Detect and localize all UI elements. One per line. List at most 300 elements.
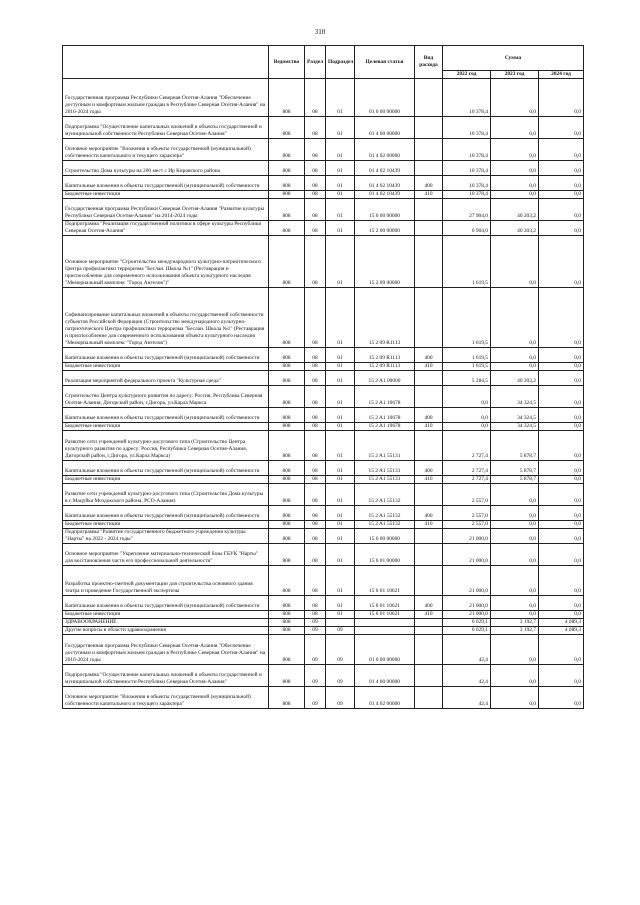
row-sum-2024: 0,0 (539, 476, 584, 484)
row-celevaya-statya: 15 2 A1 00000 (355, 371, 415, 386)
row-podrazdel: 01 (326, 521, 355, 529)
row-razdel: 08 (305, 348, 326, 363)
header-summa: Сумма (443, 46, 584, 71)
table-body (63, 79, 584, 709)
row-sum-2024: 0,0 (539, 461, 584, 476)
row-name: Бюджетные инвестиции (63, 521, 269, 529)
row-vid-raskhoda: 400 (415, 176, 443, 191)
row-sum-2024: 0,0 (539, 566, 584, 596)
row-vedomstvo: 808 (269, 161, 305, 176)
row-sum-2022: 2 557,0 (443, 506, 491, 521)
row-razdel: 08 (305, 408, 326, 423)
row-vid-raskhoda: 410 (415, 191, 443, 199)
header-razdel: Раздел (305, 46, 326, 79)
row-vedomstvo: 808 (269, 423, 305, 431)
row-vid-raskhoda (415, 371, 443, 386)
row-podrazdel: 09 (326, 687, 355, 709)
header-year-2024: 2024 год (539, 71, 584, 79)
row-podrazdel: 01 (326, 529, 355, 544)
row-sum-2022: 0,0 (443, 386, 491, 408)
row-razdel: 08 (305, 611, 326, 619)
row-sum-2023: 0,0 (491, 529, 539, 544)
table-row (63, 635, 584, 665)
row-sum-2022: 0,0 (443, 423, 491, 431)
row-sum-2022: 10 378,4 (443, 191, 491, 199)
row-celevaya-statya: 15 2 A1 55131 (355, 431, 415, 461)
row-celevaya-statya: 15 2 A1 55131 (355, 461, 415, 476)
row-razdel: 08 (305, 476, 326, 484)
row-razdel: 08 (305, 161, 326, 176)
row-podrazdel: 01 (326, 566, 355, 596)
row-razdel: 08 (305, 521, 326, 529)
row-sum-2023: 40 203,2 (491, 199, 539, 221)
row-sum-2023: 0,0 (491, 348, 539, 363)
row-celevaya-statya: 15 2 09 00000 (355, 236, 415, 288)
row-sum-2023: 0,0 (491, 611, 539, 619)
row-podrazdel (326, 619, 355, 627)
row-sum-2023: 0,0 (491, 139, 539, 161)
row-vid-raskhoda (415, 139, 443, 161)
row-razdel: 09 (305, 687, 326, 709)
row-vid-raskhoda (415, 566, 443, 596)
row-razdel: 08 (305, 544, 326, 566)
row-vid-raskhoda (415, 635, 443, 665)
row-vedomstvo: 808 (269, 236, 305, 288)
table-row (63, 431, 584, 461)
row-sum-2023: 0,0 (491, 288, 539, 348)
row-sum-2022: 21 000,0 (443, 529, 491, 544)
row-vid-raskhoda (415, 627, 443, 635)
row-vedomstvo: 808 (269, 363, 305, 371)
row-razdel: 09 (305, 619, 326, 627)
row-sum-2023: 5 878,7 (491, 461, 539, 476)
row-razdel: 08 (305, 386, 326, 408)
row-sum-2024: 0,0 (539, 236, 584, 288)
row-name: Подпрограмма "Реализация государственной политики в сфере культуры Республики Северная Осетия-Алания" (63, 221, 269, 236)
row-sum-2024: 0,0 (539, 117, 584, 139)
row-sum-2024: 0,0 (539, 431, 584, 461)
row-vedomstvo: 808 (269, 348, 305, 363)
budget-table (62, 45, 584, 709)
row-sum-2022: 10 378,4 (443, 79, 491, 117)
row-name: Капитальные вложения в объекты государственной (муниципальной) собственности (63, 176, 269, 191)
row-name: Подпрограмма "Осуществление капитальных вложений в объекты государственной и муниципальной собственности Республики Северная Осетия-Алания" (63, 117, 269, 139)
row-sum-2022: 1 619,5 (443, 363, 491, 371)
table-row (63, 288, 584, 348)
row-razdel: 08 (305, 236, 326, 288)
row-sum-2023: 0,0 (491, 566, 539, 596)
row-name: Капитальные вложения в объекты государственной (муниципальной) собственности (63, 506, 269, 521)
table-row (63, 199, 584, 221)
row-sum-2023: 0,0 (491, 484, 539, 506)
row-sum-2023: 40 203,2 (491, 221, 539, 236)
row-celevaya-statya: 15 0 00 00000 (355, 199, 415, 221)
row-podrazdel: 01 (326, 79, 355, 117)
row-sum-2024: 0,0 (539, 79, 584, 117)
row-podrazdel: 01 (326, 461, 355, 476)
row-vid-raskhoda: 400 (415, 348, 443, 363)
row-sum-2022: 2 727,4 (443, 461, 491, 476)
row-sum-2022: 42,4 (443, 635, 491, 665)
row-razdel: 08 (305, 117, 326, 139)
row-name: Бюджетные инвестиции (63, 363, 269, 371)
row-vid-raskhoda: 400 (415, 506, 443, 521)
row-podrazdel: 01 (326, 348, 355, 363)
row-razdel: 08 (305, 176, 326, 191)
row-vid-raskhoda: 410 (415, 476, 443, 484)
row-name: Строительство Центра культурного развития по адресу: Россия, Республика Северная Осетия-Алания, Дигорский район, г.Дигора, ул.Карла Маркса (63, 386, 269, 408)
row-celevaya-statya: 01 4 00 00000 (355, 117, 415, 139)
header-celevaya-statya: Целевая статья (355, 46, 415, 79)
table-row (63, 506, 584, 521)
table-row (63, 79, 584, 117)
row-sum-2022: 42,4 (443, 687, 491, 709)
row-celevaya-statya: 15 6 01 10621 (355, 611, 415, 619)
row-razdel: 08 (305, 431, 326, 461)
table-row (63, 544, 584, 566)
row-vid-raskhoda: 400 (415, 461, 443, 476)
row-vid-raskhoda (415, 236, 443, 288)
row-razdel: 08 (305, 484, 326, 506)
row-sum-2023: 3 192,7 (491, 619, 539, 627)
row-celevaya-statya: 15 2 09 R1113 (355, 363, 415, 371)
row-celevaya-statya: 15 2 A1 10678 (355, 386, 415, 408)
row-razdel: 08 (305, 139, 326, 161)
row-vedomstvo: 808 (269, 79, 305, 117)
table-row (63, 408, 584, 423)
table-row (63, 176, 584, 191)
row-vedomstvo: 808 (269, 371, 305, 386)
row-podrazdel: 01 (326, 176, 355, 191)
row-podrazdel: 09 (326, 635, 355, 665)
row-vid-raskhoda (415, 199, 443, 221)
row-sum-2024: 0,0 (539, 191, 584, 199)
row-razdel: 08 (305, 596, 326, 611)
row-vedomstvo: 808 (269, 176, 305, 191)
row-podrazdel: 01 (326, 371, 355, 386)
row-sum-2023: 0,0 (491, 544, 539, 566)
row-name: Основное мероприятие "Укрепление материально-технической базы ГБУК "Нарты" для восстановления части его профессиональной деятельности" (63, 544, 269, 566)
row-celevaya-statya: 01 4 02 00000 (355, 139, 415, 161)
row-sum-2022: 1 619,5 (443, 288, 491, 348)
row-name: Бюджетные инвестиции (63, 611, 269, 619)
row-sum-2023: 0,0 (491, 117, 539, 139)
row-name: Реализация мероприятий федерального проекта "Культурная среда" (63, 371, 269, 386)
row-vedomstvo: 808 (269, 484, 305, 506)
row-sum-2022: 21 000,0 (443, 566, 491, 596)
row-vedomstvo: 808 (269, 611, 305, 619)
table-row (63, 476, 584, 484)
row-sum-2022: 2 557,0 (443, 521, 491, 529)
row-sum-2022: 10 378,4 (443, 161, 491, 176)
row-vedomstvo: 808 (269, 117, 305, 139)
row-name: Бюджетные инвестиции (63, 191, 269, 199)
row-celevaya-statya: 01 4 02 00000 (355, 687, 415, 709)
row-vedomstvo: 808 (269, 408, 305, 423)
table-row (63, 566, 584, 596)
row-celevaya-statya: 01 4 02 10439 (355, 176, 415, 191)
row-sum-2024: 0,0 (539, 199, 584, 221)
row-podrazdel: 01 (326, 596, 355, 611)
row-sum-2022: 1 619,5 (443, 236, 491, 288)
row-celevaya-statya: 15 6 01 00000 (355, 544, 415, 566)
table-row (63, 139, 584, 161)
header-year-2023: 2023 год (491, 71, 539, 79)
header-vedomstvo: Ведомство (269, 46, 305, 79)
row-vid-raskhoda (415, 288, 443, 348)
row-vid-raskhoda (415, 544, 443, 566)
row-vid-raskhoda (415, 161, 443, 176)
row-celevaya-statya (355, 627, 415, 635)
row-sum-2024: 0,0 (539, 371, 584, 386)
row-celevaya-statya: 15 2 00 00000 (355, 221, 415, 236)
row-podrazdel: 01 (326, 117, 355, 139)
row-razdel: 08 (305, 221, 326, 236)
row-podrazdel: 01 (326, 199, 355, 221)
row-podrazdel: 01 (326, 544, 355, 566)
row-sum-2022: 21 000,0 (443, 544, 491, 566)
header-podrazdel: Подраздел (326, 46, 355, 79)
page-number: 310 (314, 28, 326, 36)
row-razdel: 08 (305, 506, 326, 521)
table-row (63, 348, 584, 363)
row-razdel: 08 (305, 199, 326, 221)
row-sum-2024: 0,0 (539, 544, 584, 566)
row-name: Бюджетные инвестиции (63, 476, 269, 484)
row-sum-2023: 0,0 (491, 635, 539, 665)
row-podrazdel: 01 (326, 408, 355, 423)
table-row (63, 191, 584, 199)
row-razdel: 08 (305, 566, 326, 596)
table-row (63, 236, 584, 288)
row-sum-2024: 0,0 (539, 521, 584, 529)
row-vedomstvo: 808 (269, 139, 305, 161)
row-name: Подпрограмма "Осуществление капитальных вложений в объекты государственной и муниципальной собственности Республики Северная Осетия-Алания" (63, 665, 269, 687)
row-razdel: 08 (305, 363, 326, 371)
row-sum-2024: 0,0 (539, 506, 584, 521)
row-podrazdel: 09 (326, 665, 355, 687)
row-name: Государственная программа Республики Северная Осетия-Алания "Обеспечение доступным и комфортным жильем граждан в Республике Северная Осетия-Алания" на 2016-2024 годы (63, 635, 269, 665)
row-vid-raskhoda (415, 484, 443, 506)
row-celevaya-statya: 01 0 00 00000 (355, 635, 415, 665)
row-sum-2023: 0,0 (491, 665, 539, 687)
row-vedomstvo: 808 (269, 521, 305, 529)
row-name: Софинансирование капитальных вложений в объекты государственной собственности субъектов Российской Федерации (Строительство международного культурно-патриотического Центра профилактики терроризма "Беслан. Школа №1" (Реставрация и приспособление для современного использования объекта культурного наследия "Мемориальный комплекс "Город Ангелов") (63, 288, 269, 348)
row-sum-2024: 0,0 (539, 635, 584, 665)
header-name-blank (63, 46, 269, 79)
row-name: Основное мероприятие "Вложения в объекты государственной (муниципальной) собственности капитального и текущего характера" (63, 139, 269, 161)
row-celevaya-statya: 15 6 01 10621 (355, 596, 415, 611)
table-row (63, 363, 584, 371)
row-name: Капитальные вложения в объекты государственной (муниципальной) собственности (63, 408, 269, 423)
row-name: Капитальные вложения в объекты государственной (муниципальной) собственности (63, 461, 269, 476)
row-sum-2022: 10 378,4 (443, 117, 491, 139)
row-podrazdel: 01 (326, 363, 355, 371)
row-podrazdel: 01 (326, 191, 355, 199)
row-vid-raskhoda (415, 79, 443, 117)
row-vedomstvo: 808 (269, 386, 305, 408)
table-row (63, 371, 584, 386)
row-vedomstvo: 808 (269, 476, 305, 484)
row-sum-2024: 0,0 (539, 139, 584, 161)
row-vedomstvo: 808 (269, 635, 305, 665)
table-row (63, 521, 584, 529)
row-celevaya-statya: 15 2 A1 55132 (355, 521, 415, 529)
row-razdel: 08 (305, 371, 326, 386)
table-row (63, 386, 584, 408)
row-podrazdel: 01 (326, 288, 355, 348)
row-sum-2024: 0,0 (539, 484, 584, 506)
table-row (63, 596, 584, 611)
row-vedomstvo: 808 (269, 665, 305, 687)
row-name: Развитие сети учреждений культурно-досугового типа (Строительство Дома культуры в с.Мацуйка Моздокского района, РСО-Алания) (63, 484, 269, 506)
row-vid-raskhoda: 410 (415, 363, 443, 371)
row-sum-2024: 0,0 (539, 687, 584, 709)
row-sum-2023: 0,0 (491, 176, 539, 191)
row-sum-2024: 0,0 (539, 596, 584, 611)
row-podrazdel: 01 (326, 611, 355, 619)
row-vedomstvo: 808 (269, 627, 305, 635)
row-name: Развитие сети учреждений культурно-досугового типа (Строительство Центра культурного развития по адресу: Россия, Республика Северная Осетия-Алания, Дигорский район, г.Дигора, ул.Карла Маркса) (63, 431, 269, 461)
row-sum-2024: 0,0 (539, 386, 584, 408)
row-name: Капитальные вложения в объекты государственной (муниципальной) собственности (63, 348, 269, 363)
row-sum-2024: 0,0 (539, 176, 584, 191)
row-podrazdel: 01 (326, 423, 355, 431)
row-sum-2024: 0,0 (539, 529, 584, 544)
row-razdel: 08 (305, 461, 326, 476)
row-vedomstvo: 808 (269, 191, 305, 199)
row-sum-2023: 0,0 (491, 191, 539, 199)
row-sum-2023: 0,0 (491, 79, 539, 117)
row-sum-2024: 0,0 (539, 348, 584, 363)
row-celevaya-statya: 15 2 09 R1113 (355, 288, 415, 348)
row-vedomstvo: 808 (269, 619, 305, 627)
row-name: Другие вопросы в области здравоохранения (63, 627, 269, 635)
row-sum-2022: 21 000,0 (443, 611, 491, 619)
row-sum-2023: 34 324,5 (491, 408, 539, 423)
row-vid-raskhoda (415, 386, 443, 408)
row-vid-raskhoda: 410 (415, 521, 443, 529)
row-sum-2024: 0,0 (539, 611, 584, 619)
row-celevaya-statya: 01 4 02 10439 (355, 161, 415, 176)
row-sum-2023: 40 203,2 (491, 371, 539, 386)
row-sum-2024: 0,0 (539, 363, 584, 371)
row-sum-2022: 21 000,0 (443, 596, 491, 611)
row-vedomstvo: 808 (269, 529, 305, 544)
row-sum-2022: 10 378,4 (443, 139, 491, 161)
row-podrazdel: 09 (326, 627, 355, 635)
row-vedomstvo: 808 (269, 199, 305, 221)
row-sum-2023: 0,0 (491, 596, 539, 611)
table-row (63, 221, 584, 236)
row-sum-2023: 0,0 (491, 363, 539, 371)
row-celevaya-statya: 15 2 A1 10678 (355, 423, 415, 431)
row-sum-2022: 10 378,4 (443, 176, 491, 191)
row-sum-2023: 0,0 (491, 161, 539, 176)
row-name: Основное мероприятие "Вложения в объекты государственной (муниципальной) собственности капитального и текущего характера" (63, 687, 269, 709)
row-celevaya-statya: 15 2 A1 55132 (355, 506, 415, 521)
row-podrazdel: 01 (326, 386, 355, 408)
row-vid-raskhoda (415, 665, 443, 687)
row-sum-2022: 2 557,0 (443, 484, 491, 506)
row-podrazdel: 01 (326, 476, 355, 484)
row-sum-2022: 2 727,4 (443, 476, 491, 484)
row-celevaya-statya (355, 619, 415, 627)
row-podrazdel: 01 (326, 139, 355, 161)
table-row (63, 529, 584, 544)
row-sum-2022: 42,4 (443, 665, 491, 687)
row-vid-raskhoda (415, 529, 443, 544)
row-sum-2024: 0,0 (539, 423, 584, 431)
row-vid-raskhoda: 400 (415, 596, 443, 611)
row-razdel: 08 (305, 423, 326, 431)
row-vid-raskhoda (415, 619, 443, 627)
row-name: ЗДРАВООХРАНЕНИЕ (63, 619, 269, 627)
row-vid-raskhoda: 410 (415, 423, 443, 431)
header-year-2022: 2022 год (443, 71, 491, 79)
row-vid-raskhoda (415, 431, 443, 461)
table-row (63, 161, 584, 176)
row-sum-2023: 0,0 (491, 521, 539, 529)
row-sum-2022: 1 619,5 (443, 348, 491, 363)
row-razdel: 08 (305, 529, 326, 544)
row-vedomstvo: 808 (269, 596, 305, 611)
table-row (63, 611, 584, 619)
row-sum-2022: 0,0 (443, 408, 491, 423)
table-row (63, 665, 584, 687)
row-vedomstvo: 808 (269, 288, 305, 348)
row-sum-2022: 6 029,1 (443, 619, 491, 627)
row-podrazdel: 01 (326, 221, 355, 236)
row-vedomstvo: 808 (269, 544, 305, 566)
row-razdel: 08 (305, 191, 326, 199)
row-sum-2024: 0,0 (539, 161, 584, 176)
row-celevaya-statya: 15 2 A1 55131 (355, 476, 415, 484)
row-name: Основное мероприятие "Строительство международного культурно-патриотического Центра профилактики терроризма "Беслан. Школа №1" (Реставрация и приспособление для современного использования объекта культурного наследия "Мемориальный комплекс "Город Ангелов")" (63, 236, 269, 288)
row-name: Подпрограмма "Развитие государственного бюджетного учреждения культуры "Нарты" на 2022 - 2024 годы" (63, 529, 269, 544)
row-name: Капитальные вложения в объекты государственной (муниципальной) собственности (63, 596, 269, 611)
row-name: Государственная программа Республики Северная Осетия-Алания "Обеспечение доступным и комфортным жильем граждан в Республике Северная Осетия-Алания" на 2016-2024 годы (63, 79, 269, 117)
row-podrazdel: 01 (326, 161, 355, 176)
row-sum-2024: 0,0 (539, 408, 584, 423)
row-sum-2024: 0,0 (539, 221, 584, 236)
row-vedomstvo: 808 (269, 687, 305, 709)
row-sum-2022: 2 727,4 (443, 431, 491, 461)
row-vid-raskhoda: 410 (415, 611, 443, 619)
row-sum-2022: 6 029,1 (443, 627, 491, 635)
row-sum-2023: 3 192,7 (491, 627, 539, 635)
row-vedomstvo: 808 (269, 506, 305, 521)
row-sum-2022: 27 904,0 (443, 199, 491, 221)
table-row (63, 423, 584, 431)
row-vedomstvo: 808 (269, 566, 305, 596)
row-name: Разработка проектно-сметной документации для строительства основного здания театра и проведение Государственной экспертизы (63, 566, 269, 596)
row-sum-2024: 4 089,3 (539, 619, 584, 627)
table-row (63, 117, 584, 139)
row-celevaya-statya: 15 6 00 00000 (355, 529, 415, 544)
table-row (63, 627, 584, 635)
row-sum-2023: 0,0 (491, 506, 539, 521)
row-sum-2024: 0,0 (539, 288, 584, 348)
row-razdel: 09 (305, 635, 326, 665)
row-sum-2022: 5 284,5 (443, 371, 491, 386)
row-celevaya-statya: 01 4 00 00000 (355, 665, 415, 687)
row-razdel: 09 (305, 665, 326, 687)
row-vid-raskhoda (415, 221, 443, 236)
row-sum-2023: 0,0 (491, 236, 539, 288)
row-sum-2023: 5 878,7 (491, 431, 539, 461)
row-podrazdel: 01 (326, 236, 355, 288)
